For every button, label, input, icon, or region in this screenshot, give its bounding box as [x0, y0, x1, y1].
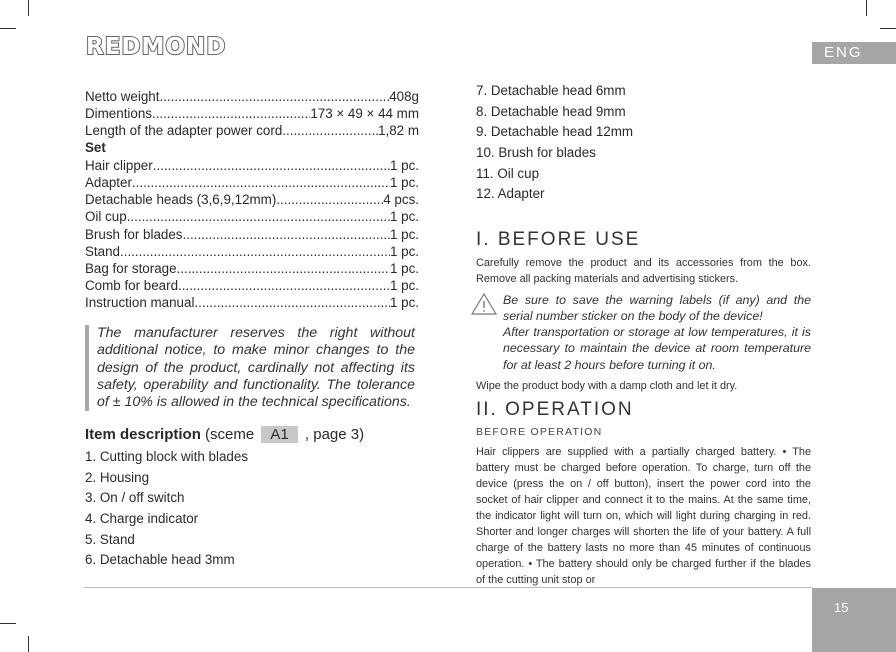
- list-item: 8. Detachable head 9mm: [476, 104, 626, 119]
- operation-subheading: BEFORE OPERATION: [476, 426, 603, 438]
- crop-mark: [0, 28, 16, 29]
- crop-mark: [0, 623, 16, 624]
- set-row: Adapter ..... 1 pc.: [85, 174, 419, 191]
- list-item: 1. Cutting block with blades: [85, 449, 249, 464]
- set-row: Hair clipper ..... 1 pc.: [85, 157, 419, 174]
- set-row: Oil cup ..... 1 pc.: [85, 208, 419, 225]
- warning-text: Be sure to save the warning labels (if any) and the serial number sticker on the body of the device!: [503, 293, 811, 324]
- before-use-intro: Carefully remove the product and its accessories from the box. Remove all packing materials and advertising stickers.: [476, 257, 811, 285]
- scheme-label: A1: [261, 426, 297, 443]
- warning-icon: [470, 292, 498, 316]
- item-description-heading: Item description (sceme A1 , page 3): [85, 426, 365, 443]
- list-item: 12. Adapter: [476, 186, 545, 201]
- warning-text: After transportation or storage at low temperatures, it is necessary to maintain the device at room temperature for at least 2 hours before turning it on.: [503, 325, 811, 372]
- page-number-box: [812, 588, 896, 652]
- footer-divider: [84, 587, 812, 588]
- page-number: 15: [834, 600, 849, 615]
- list-item: 3. On / off switch: [85, 490, 185, 505]
- language-tab: ENG: [812, 42, 896, 64]
- operation-heading: II. OPERATION: [476, 399, 634, 420]
- spec-row: Netto weight ..... 408g: [85, 88, 419, 105]
- set-row: Instruction manual ..... 1 pc.: [85, 294, 419, 311]
- list-item: 9. Detachable head 12mm: [476, 124, 634, 139]
- crop-mark: [28, 636, 29, 652]
- before-use-heading: I. BEFORE USE: [476, 229, 641, 250]
- list-item: 7. Detachable head 6mm: [476, 83, 626, 98]
- crop-mark: [880, 28, 896, 29]
- set-row: Stand ..... 1 pc.: [85, 243, 419, 260]
- crop-mark: [28, 0, 29, 16]
- list-item: 4. Charge indicator: [85, 511, 199, 526]
- manufacturer-note: The manufacturer reserves the right without additional notice, to make minor changes to the design of the product, cardinally not affecting its safety, operability and functionality. The tolerance of ± 10% is allowed in the technical specifications.: [85, 325, 415, 411]
- set-row: Brush for blades ..... 1 pc.: [85, 226, 419, 243]
- list-item: 11. Oil cup: [476, 166, 540, 181]
- set-row: Detachable heads (3,6,9,12mm) ..... 4 pcs.: [85, 191, 419, 208]
- list-item: 6. Detachable head 3mm: [85, 552, 235, 567]
- set-title: Set: [85, 140, 106, 155]
- spec-row: Dimentions ..... 173 × 49 × 44 mm: [85, 105, 419, 122]
- list-item: 2. Housing: [85, 470, 150, 485]
- set-row: Comb for beard ..... 1 pc.: [85, 277, 419, 294]
- wipe-text: Wipe the product body with a damp cloth and let it dry.: [476, 380, 738, 392]
- list-item: 5. Stand: [85, 532, 135, 547]
- crop-mark: [866, 0, 867, 16]
- brand-logo: REDMOND: [86, 34, 227, 60]
- set-row: Bag for storage ..... 1 pc.: [85, 260, 419, 277]
- operation-body: Hair clippers are supplied with a partially charged battery. • The battery must be charged before operation. To charge, turn off the device (press the on / off button), insert the power cord into the socket of hair clipper and connect it to the mains. At the same time, the indicator light will turn on, which will light during charging in red. Shorter and longer charges will shorten the life of your battery. A full charge of the battery lasts no more than 45 minutes of continuous operation. • The battery should only be charged further if the blades of the cutting unit stop or: [476, 446, 811, 586]
- spec-row: Length of the adapter power cord ..... 1,82 m: [85, 122, 419, 139]
- list-item: 10. Brush for blades: [476, 145, 596, 160]
